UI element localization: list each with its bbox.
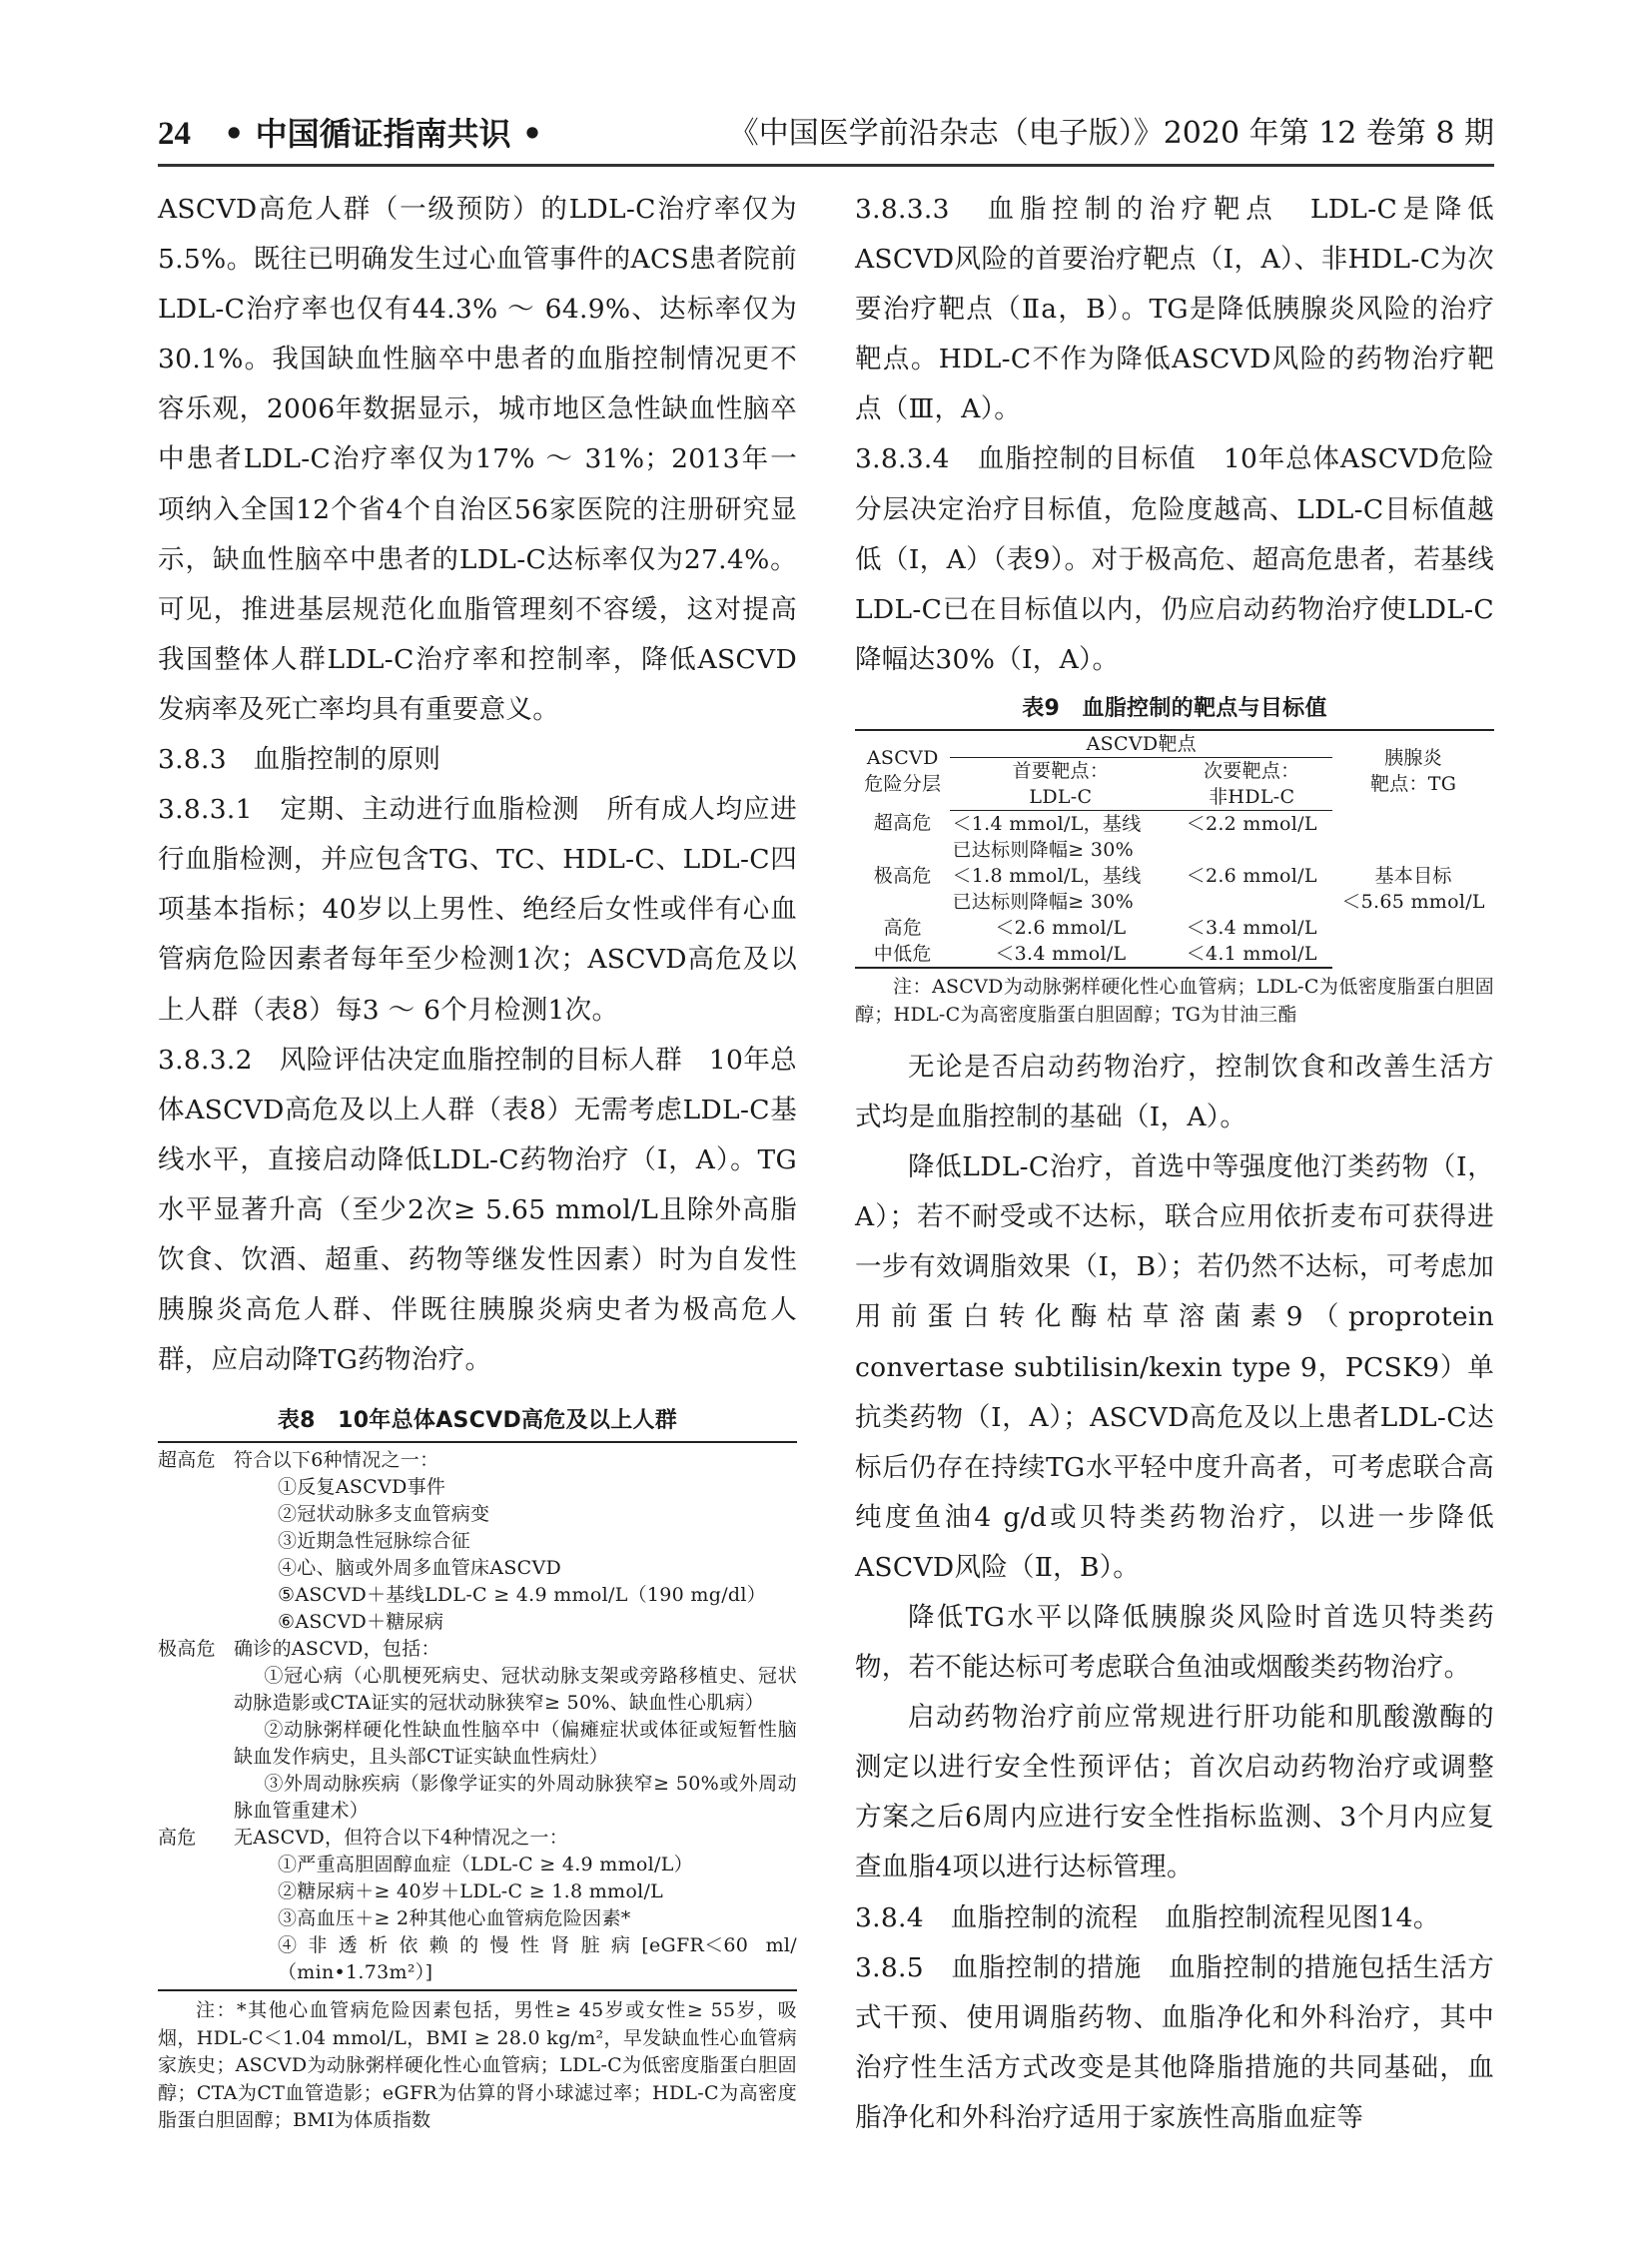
risk-level-label: 极高危	[158, 1638, 216, 1661]
table-8-note: 注：*其他心血管病危险因素包括，男性≥ 45岁或女性≥ 55岁，吸烟，HDL-C＜1.04 mmol/L，BMI ≥ 28.0 kg/m²，早发缺血性心血管病家族史；ASCVD为动脉粥样硬化性心血管病；LDL-C为低密度脂蛋白胆固醇；CTA为CT血管造影；eGFR为估算的肾小球滤过率；HDL-C为高密度脂蛋白胆固醇；BMI为体质指数	[158, 1999, 797, 2132]
table-9-row: 高危 ＜2.6 mmol/L ＜3.4 mmol/L	[883, 916, 1317, 939]
left-column	[158, 185, 797, 2135]
col-primary-1: 首要靶点：	[1012, 759, 1110, 782]
table-9-row: 极高危 ＜1.8 mmol/L，基线 已达标则降幅≥ 30% ＜2.6 mmol/L	[873, 864, 1317, 913]
paragraph-3-8-3-1: 3.8.3.1 定期、主动进行血脂检测 所有成人均应进行血脂检测，并应包含TG、TC、HDL-C、LDL-C四项基本指标；40岁以上男性、绝经后女性或伴有心血管病危险因素者每年至少检测1次；ASCVD高危及以上人群（表8）每3 ～ 6个月检测1次。	[158, 794, 797, 1026]
criteria-item: ①反复ASCVD事件	[278, 1476, 446, 1499]
criteria-intro: 无ASCVD，但符合以下4种情况之一：	[234, 1827, 569, 1850]
section-title: • 中国循证指南共识 •	[224, 115, 543, 153]
paragraph-3-8-3-2: 3.8.3.2 风险评估决定血脂控制的目标人群 10年总体ASCVD高危及以上人群（表8）无需考虑LDL-C基线水平，直接启动降低LDL-C药物治疗（Ⅰ，A）。TG水平显著升高（至少2次≥ 5.65 mmol/L且除外高脂饮食、饮酒、超重、药物等继发性因素）时为自发性胰腺炎高危人群、伴既往胰腺炎病史者为极高危人群，应启动降TG药物治疗。	[158, 1044, 797, 1376]
table-8-row-very-high	[158, 1447, 797, 1474]
criteria-item: ③近期急性冠脉综合征	[278, 1530, 471, 1553]
risk-level-label: 超高危	[158, 1449, 216, 1472]
table-8	[158, 1441, 797, 1991]
table-8-row-high	[158, 1825, 797, 1852]
criteria-item: ④非透析依赖的慢性肾脏病[eGFR＜60 ml/（min•1.73m²）]	[278, 1934, 797, 1984]
table-9	[855, 729, 1494, 969]
col-secondary-1: 次要靶点：	[1203, 759, 1300, 782]
paragraph-safety-monitoring: 启动药物治疗前应常规进行肝功能和肌酸激酶的测定以进行安全性预评估；首次启动药物治疗或调整方案之后6周内应进行安全性指标监测、3个月内应复查血脂4项以进行达标管理。	[855, 1702, 1494, 1883]
criteria-item: ②糖尿病＋≥ 40岁＋LDL-C ≥ 1.8 mmol/L	[278, 1880, 664, 1903]
table-9-row: 超高危 ＜1.4 mmol/L，基线 已达标则降幅≥ 30% ＜2.2 mmol/L 基本目标 ＜5.65 mmol/L	[873, 812, 1485, 914]
paragraph-tg-therapy: 降低TG水平以降低胰腺炎风险时首选贝特类药物，若不能达标可考虑联合鱼油或烟酸类药物治疗。	[855, 1601, 1494, 1684]
right-column	[855, 185, 1494, 2143]
table-9-row: 中低危 ＜3.4 mmol/L ＜4.1 mmol/L	[855, 941, 1494, 968]
criteria-item: ③外周动脉疾病（影像学证实的外周动脉狭窄≥ 50%或外周动脉血管重建术）	[234, 1773, 797, 1823]
header-rule	[158, 164, 1494, 167]
page-number: 24	[158, 116, 191, 152]
journal-title: 《中国医学前沿杂志（电子版）》2020 年第 12 卷第 8 期	[728, 116, 1494, 151]
criteria-item: ①严重高胆固醇血症（LDL-C ≥ 4.9 mmol/L）	[278, 1854, 693, 1876]
table-8-row-extreme	[158, 1636, 797, 1663]
col-risk-1: ASCVD	[866, 746, 939, 769]
col-secondary-2: 非HDL-C	[1209, 785, 1295, 808]
paragraph-continued: ASCVD高危人群（一级预防）的LDL-C治疗率仅为5.5%。既往已明确发生过心血管事件的ACS患者院前LDL-C治疗率也仅有44.3% ～ 64.9%、达标率仅为30.1%。我国缺血性脑卒中患者的血脂控制情况更不容乐观，2006年数据显示，城市地区急性缺血性脑卒中患者LDL-C治疗率仅为17% ～ 31%；2013年一项纳入全国12个省4个自治区56家医院的注册研究显示，缺血性脑卒中患者的LDL-C达标率仅为27.4%。可见，推进基层规范化血脂管理刻不容缓，这对提高我国整体人群LDL-C治疗率和控制率，降低ASCVD发病率及死亡率均具有重要意义。	[158, 194, 797, 725]
col-risk-2: 危险分层	[864, 772, 942, 795]
paragraph-3-8-3-3: 3.8.3.3 血脂控制的治疗靶点 LDL-C是降低ASCVD风险的首要治疗靶点（Ⅰ，A）、非HDL-C为次要治疗靶点（Ⅱa，B）。TG是降低胰腺炎风险的治疗靶点。HDL-C不作为降低ASCVD风险的药物治疗靶点（Ⅲ，A）。	[855, 194, 1494, 425]
table-8-caption: 表8 10年总体ASCVD高危及以上人群	[277, 1408, 678, 1434]
criteria-item: ④心、脑或外周多血管床ASCVD	[278, 1557, 562, 1580]
paragraph-3-8-5: 3.8.5 血脂控制的措施 血脂控制的措施包括生活方式干预、使用调脂药物、血脂净化和外科治疗，其中治疗性生活方式改变是其他降脂措施的共同基础，血脂净化和外科治疗适用于家族性高脂血症等	[855, 1951, 1494, 2133]
heading-3-8-3: 3.8.3 血脂控制的原则	[158, 744, 441, 776]
col-primary-2: LDL-C	[1029, 785, 1093, 808]
criteria-item: ⑤ASCVD＋基线LDL-C ≥ 4.9 mmol/L（190 mg/dl）	[278, 1584, 767, 1607]
col-tg-2: 靶点：TG	[1369, 772, 1457, 795]
criteria-intro: 符合以下6种情况之一：	[234, 1449, 439, 1472]
paragraph-3-8-4: 3.8.4 血脂控制的流程 血脂控制流程见图14。	[855, 1901, 1440, 1933]
table-9-note: 注：ASCVD为动脉粥样硬化性心血管病；LDL-C为低密度脂蛋白胆固醇；HDL-C为高密度脂蛋白胆固醇；TG为甘油三酯	[855, 975, 1494, 1026]
paragraph-3-8-3-4: 3.8.3.4 血脂控制的目标值 10年总体ASCVD危险分层决定治疗目标值，危险度越高、LDL-C目标值越低（Ⅰ，A）（表9）。对于极高危、超高危患者，若基线LDL-C已在目标值以内，仍应启动药物治疗使LDL-C降幅达30%（Ⅰ，A）。	[855, 443, 1494, 675]
criteria-item: ①冠心病（心肌梗死病史、冠状动脉支架或旁路移植史、冠状动脉造影或CTA证实的冠状动脉狭窄≥ 50%、缺血性心肌病）	[234, 1665, 797, 1715]
running-header	[158, 112, 1494, 156]
criteria-item: ②动脉粥样硬化性缺血性脑卒中（偏瘫症状或体征或短暂性脑缺血发作病史，且头部CT证实缺血性病灶）	[234, 1719, 797, 1769]
risk-level-label: 高危	[158, 1827, 197, 1850]
criteria-intro: 确诊的ASCVD，包括：	[234, 1638, 440, 1661]
criteria-item: ③高血压＋≥ 2种其他心血管病危险因素*	[278, 1907, 631, 1930]
paragraph-ldl-therapy: 降低LDL-C治疗，首选中等强度他汀类药物（Ⅰ，A）；若不耐受或不达标，联合应用依折麦布可获得进一步有效调脂效果（Ⅰ，B）；若仍然不达标，可考虑加用前蛋白转化酶枯草溶菌素9（proprotein convertase subtilisin/kexin type 9，PCSK9）单抗类药物（Ⅰ，A）；ASCVD高危及以上患者LDL-C达标后仍存在持续TG水平轻中度升高者，可考虑联合高纯度鱼油4 g/d或贝特类药物治疗，以进一步降低ASCVD风险（Ⅱ，B）。	[855, 1151, 1494, 1583]
col-tg-1: 胰腺炎	[1384, 746, 1443, 769]
criteria-item: ②冠状动脉多支血管病变	[278, 1503, 490, 1526]
table-9-caption: 表9 血脂控制的靶点与目标值	[1022, 695, 1327, 721]
col-group-ascvd: ASCVD靶点	[950, 730, 1332, 758]
criteria-item: ⑥ASCVD＋糖尿病	[278, 1611, 444, 1634]
paragraph-lifestyle: 无论是否启动药物治疗，控制饮食和改善生活方式均是血脂控制的基础（I，A）。	[855, 1051, 1494, 1133]
